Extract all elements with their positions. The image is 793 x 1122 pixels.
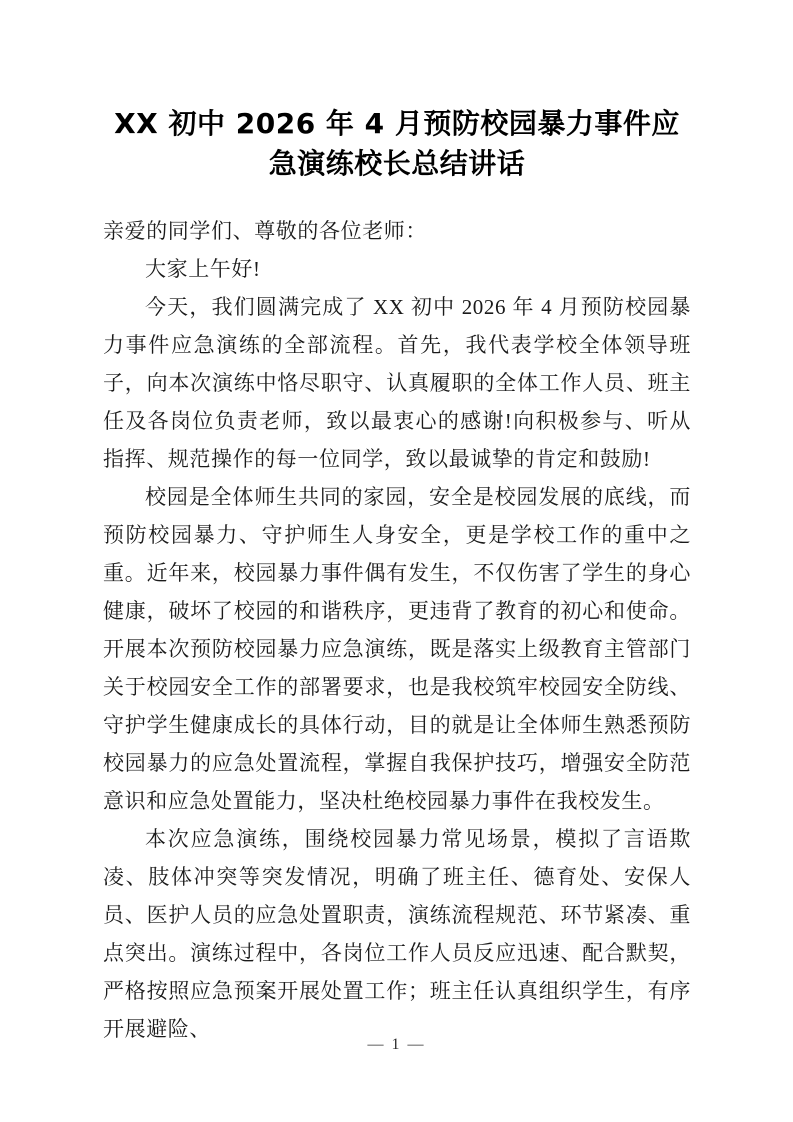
- paragraph-salutation: 亲爱的同学们、尊敬的各位老师：: [103, 219, 427, 243]
- paragraph-greeting: 大家上午好!: [145, 257, 261, 281]
- document-body: [103, 212, 691, 1048]
- page-title: XX 初中 2026 年 4 月预防校园暴力事件应急演练校长总结讲话: [114, 107, 680, 180]
- paragraph-2: 校园是全体师生共同的家园，安全是校园发展的底线，而预防校园暴力、守护师生人身安全，更是学校工作的重中之重。近年来，校园暴力事件偶有发生，不仅伤害了学生的身心健康，破坏了校园的和谐秩序，更违背了教育的初心和使命。开展本次预防校园暴力应急演练，既是落实上级教育主管部门关于校园安全工作的部署要求，也是我校筑牢校园安全防线、守护学生健康成长的具体行动，目的就是让全体师生熟悉预防校园暴力的应急处置流程，掌握自我保护技巧，增强安全防范意识和应急处置能力，坚决杜绝校园暴力事件在我校发生。: [103, 485, 691, 813]
- paragraph-1: 今天，我们圆满完成了 XX 初中 2026 年 4 月预防校园暴力事件应急演练的全部流程。首先，我代表学校全体领导班子，向本次演练中恪尽职守、认真履职的全体工作人员、班主任及各岗位负责老师，致以最衷心的感谢!向积极参与、听从指挥、规范操作的每一位同学，致以最诚挚的肯定和鼓励!: [103, 295, 691, 471]
- page-number-footer: — 1 —: [367, 1036, 426, 1053]
- document-content: [103, 0, 691, 1048]
- paragraph-3: 本次应急演练，围绕校园暴力常见场景，模拟了言语欺凌、肢体冲突等突发情况，明确了班主任、德育处、安保人员、医护人员的应急处置职责，演练流程规范、环节紧凑、重点突出。演练过程中，各岗位工作人员反应迅速、配合默契，严格按照应急预案开展处置工作；班主任认真组织学生，有序开展避险、: [103, 827, 691, 1041]
